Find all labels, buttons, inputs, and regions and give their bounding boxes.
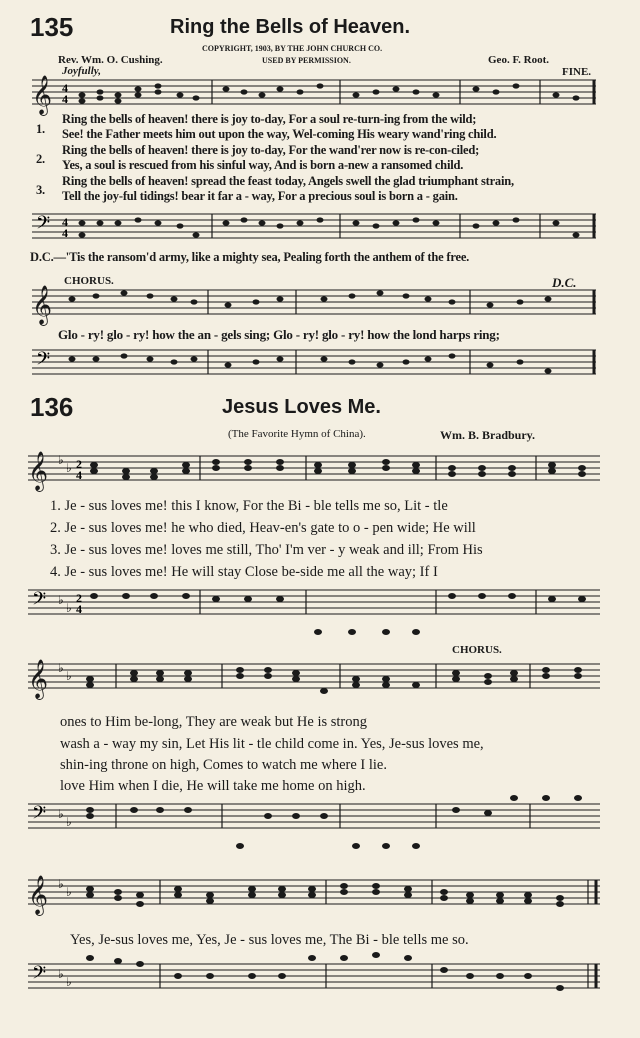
hymn-135-dc-marker: D.C. bbox=[552, 275, 577, 290]
svg-text:♭: ♭ bbox=[58, 593, 64, 607]
svg-text:𝄞: 𝄞 bbox=[28, 451, 49, 491]
verse-2-number: 2. bbox=[36, 152, 45, 166]
hymn-135-author: Rev. Wm. O. Cushing. bbox=[58, 54, 163, 66]
hymn-136-chorus-label: CHORUS. bbox=[452, 644, 502, 656]
hymn-136-system-2-bass bbox=[0, 792, 640, 858]
svg-text:𝄢: 𝄢 bbox=[32, 589, 47, 614]
svg-text:𝄞: 𝄞 bbox=[32, 285, 53, 325]
svg-text:𝄢: 𝄢 bbox=[36, 349, 51, 374]
svg-text:𝄞: 𝄞 bbox=[28, 659, 49, 699]
hymn-135-fine: FINE. bbox=[562, 66, 592, 78]
verse-3-number: 3. bbox=[36, 183, 45, 197]
hymn-136-verse-3b: shin-ing throne on high, Comes to watch me where I lie. bbox=[60, 757, 387, 773]
svg-text:♭: ♭ bbox=[58, 877, 64, 891]
svg-text:2: 2 bbox=[76, 591, 82, 605]
svg-text:𝄞: 𝄞 bbox=[28, 875, 49, 915]
hymn-135-copyright: COPYRIGHT, 1903, BY THE JOHN CHURCH CO. bbox=[202, 44, 383, 53]
hymn-135-permission: USED BY PERMISSION. bbox=[262, 56, 351, 65]
verse-1-line-2: See! the Father meets him out upon the way, Wel-coming His weary wand'ring child. bbox=[62, 127, 497, 141]
hymn-135-chorus-lyric: Glo - ry! glo - ry! how the an - gels sing; Glo - ry! glo - ry! how the lond harps ring; bbox=[58, 327, 500, 342]
hymn-136-subtitle: (The Favorite Hymn of China). bbox=[228, 428, 366, 440]
svg-text:♭: ♭ bbox=[58, 453, 64, 467]
svg-text:♭: ♭ bbox=[58, 967, 64, 981]
hymn-136-number: 136 bbox=[30, 392, 74, 422]
hymn-136-verse-1b: ones to Him be-long, They are weak but He is strong bbox=[60, 714, 367, 730]
svg-text:♭: ♭ bbox=[66, 885, 72, 899]
hymn-136-system-1-bass bbox=[0, 584, 640, 644]
hymn-135-chorus-bass-staff bbox=[0, 344, 640, 384]
hymn-136-system-1-treble bbox=[0, 452, 640, 492]
hymn-136-verse-4b: love Him when I die, He will take me home on high. bbox=[60, 778, 366, 794]
hymn-135-title: Ring the Bells of Heaven. bbox=[170, 16, 411, 38]
svg-text:♭: ♭ bbox=[66, 601, 72, 615]
hymn-136-verse-2a: 2. Je - sus loves me! he who died, Heav-en's gate to o - pen wide; He will bbox=[50, 520, 476, 536]
svg-text:♭: ♭ bbox=[58, 807, 64, 821]
hymn-135-chorus-label: CHORUS. bbox=[64, 275, 114, 287]
verse-2-line-2: Yes, a soul is rescued from his sinful way, And is born a-new a ransomed child. bbox=[62, 158, 464, 172]
hymn-135-chorus-treble-staff bbox=[0, 286, 640, 326]
hymn-136-verse-4a: 4. Je - sus loves me! He will stay Close be-side me all the way; If I bbox=[50, 564, 438, 580]
hymn-136-verse-3a: 3. Je - sus loves me! loves me still, Tho' I'm ver - y weak and ill; From His bbox=[50, 542, 483, 558]
hymn-135-dc-line: D.C.—'Tis the ransom'd army, like a mighty sea, Pealing forth the anthem of the free. bbox=[30, 250, 470, 264]
hymn-135-treble-staff bbox=[0, 76, 640, 116]
verse-2-line-1: Ring the bells of heaven! there is joy to-day, For the wand'rer now is re-con-ciled; bbox=[62, 143, 480, 157]
svg-text:♭: ♭ bbox=[66, 669, 72, 683]
svg-text:♭: ♭ bbox=[66, 461, 72, 475]
verse-1-line-1: Ring the bells of heaven! there is joy to-day, For a soul re-turn-ing from the wild; bbox=[62, 112, 477, 126]
hymn-136-system-3-bass bbox=[0, 952, 640, 1028]
svg-text:♭: ♭ bbox=[66, 975, 72, 989]
svg-text:2: 2 bbox=[76, 457, 82, 471]
svg-text:♭: ♭ bbox=[58, 661, 64, 675]
hymn-136-system-2-treble bbox=[0, 660, 640, 704]
svg-text:♭: ♭ bbox=[66, 815, 72, 829]
svg-text:4: 4 bbox=[76, 468, 82, 482]
hymn-136-verse-1a: 1. Je - sus loves me! this I know, For the Bi - ble tells me so, Lit - tle bbox=[50, 498, 448, 514]
hymn-136-system-3-treble bbox=[0, 876, 640, 920]
hymn-136-title: Jesus Loves Me. bbox=[222, 396, 381, 418]
svg-text:4: 4 bbox=[76, 602, 82, 616]
svg-text:4: 4 bbox=[62, 215, 68, 229]
hymn-135-number: 135 bbox=[30, 12, 74, 42]
svg-text:𝄢: 𝄢 bbox=[32, 803, 47, 828]
svg-text:𝄢: 𝄢 bbox=[36, 213, 51, 238]
hymn-136-verse-2b: wash a - way my sin, Let His lit - tle child come in. Yes, Je-sus loves me, bbox=[60, 736, 484, 752]
svg-text:4: 4 bbox=[62, 226, 68, 240]
verse-3-line-2: Tell the joy-ful tidings! bear it far a - way, For a precious soul is born a - gain. bbox=[62, 189, 458, 203]
svg-text:𝄞: 𝄞 bbox=[32, 75, 53, 115]
hymn-136-refrain: Yes, Je-sus loves me, Yes, Je - sus loves me, The Bi - ble tells me so. bbox=[70, 932, 469, 948]
verse-3-line-1: Ring the bells of heaven! spread the feast today, Angels swell the glad triumphant strain, bbox=[62, 174, 514, 188]
verse-1-number: 1. bbox=[36, 122, 45, 136]
svg-text:𝄢: 𝄢 bbox=[32, 963, 47, 988]
svg-text:4: 4 bbox=[62, 92, 68, 106]
svg-text:4: 4 bbox=[62, 81, 68, 95]
hymn-136-composer: Wm. B. Bradbury. bbox=[440, 428, 536, 442]
hymn-135-composer: Geo. F. Root. bbox=[488, 54, 550, 66]
hymn-135-tempo: Joyfully, bbox=[62, 65, 101, 77]
hymn-135-bass-staff bbox=[0, 208, 640, 248]
